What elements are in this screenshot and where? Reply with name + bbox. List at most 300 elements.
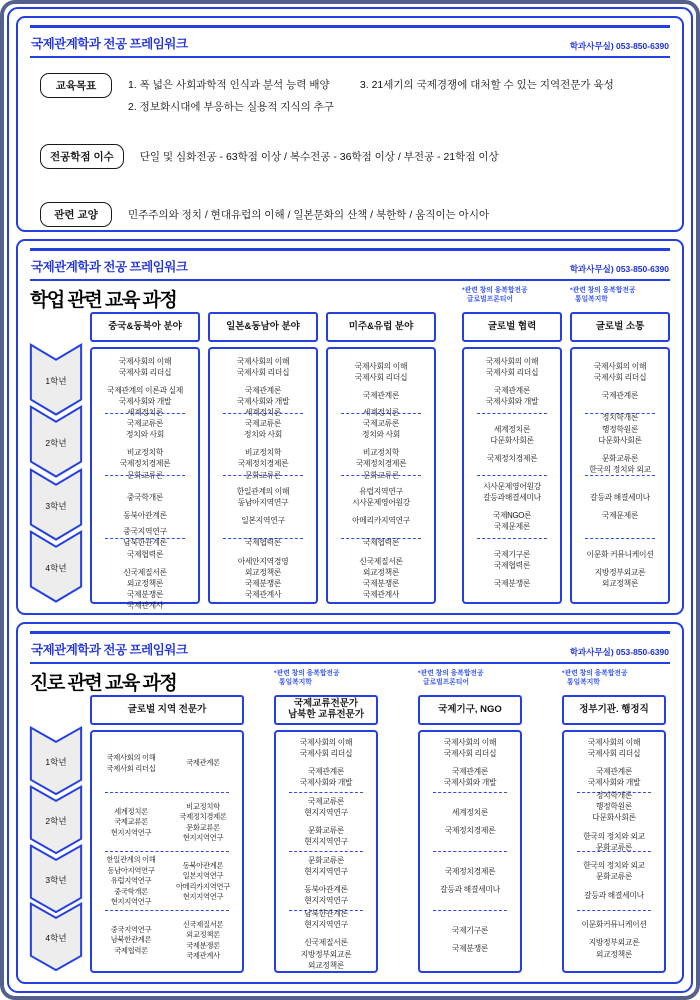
- department-phone: 학과사무실) 053-850-6390: [569, 41, 669, 51]
- course-item: 국제사회와 개발: [118, 396, 172, 406]
- year-group: [575, 480, 665, 534]
- course-item: 동북아관계론: [182, 860, 224, 870]
- course-item: 국제정치경제론: [486, 453, 538, 463]
- course-item: 갈등과 해결세미나: [590, 492, 650, 502]
- course-item: 한일관계의 이해: [236, 487, 290, 497]
- course-item: 중국지역연구: [123, 527, 167, 537]
- course-group: [331, 538, 431, 548]
- course-group: [575, 413, 665, 445]
- column-body: [562, 730, 666, 973]
- column-header: [208, 312, 318, 342]
- course-item: 남북한관계론: [123, 538, 167, 548]
- panel-framework-overview: [16, 16, 684, 232]
- course-item: 국제관계론: [601, 391, 639, 401]
- year-group: [95, 407, 195, 480]
- course-item: 현지지역연구: [110, 827, 152, 837]
- course-group: [95, 357, 195, 378]
- column-header-label: 글로벌 소통: [595, 320, 645, 332]
- course-group: [213, 538, 313, 548]
- course-item: 국제관계의 이론과 실제: [106, 385, 184, 395]
- course-item: 현지지역연구: [304, 807, 348, 817]
- year-group: [279, 909, 373, 970]
- year-group: [95, 527, 195, 611]
- year-separator: [433, 910, 507, 911]
- column-header-label: 글로벌 지역 전문가: [127, 703, 207, 715]
- course-group: [575, 493, 665, 503]
- course-item: 비교정치학: [126, 448, 164, 458]
- column-header-label: 국제기구, NGO: [438, 703, 502, 715]
- course-item: 국제교류론: [244, 419, 282, 428]
- year-separator: [433, 792, 507, 793]
- course-item: 국제문제론: [493, 521, 531, 531]
- column-header-label: 중국&동북아 분야: [108, 320, 182, 332]
- course-item: 국제정치경제론: [355, 459, 407, 469]
- course-item: 국제정치경제론: [119, 459, 171, 469]
- course-item: 국제사회와 개발: [443, 778, 497, 788]
- course-item: 국제협력론: [244, 538, 282, 548]
- course-item: 세계정치론: [114, 806, 148, 816]
- course-item: 정치와 사회: [361, 430, 401, 440]
- course-item: 국제정치경제론: [444, 866, 496, 876]
- course-item: 아메리카지역연구: [352, 516, 410, 526]
- year-label: 3학년: [45, 500, 67, 511]
- course-item: 한일관계의 이해: [106, 855, 156, 865]
- course-item: 국제관계론: [307, 767, 345, 776]
- major-credits-row: [30, 144, 670, 169]
- goal-item-3: 3. 21세기의 국제경쟁에 대처할 수 있는 지역전문가 육성: [359, 79, 614, 91]
- course-item: 국제분쟁론: [493, 578, 531, 588]
- year-separator: [585, 475, 655, 476]
- course-group: [575, 511, 665, 521]
- course-group: [213, 408, 313, 440]
- course-group: [467, 425, 557, 446]
- course-group: [575, 568, 665, 589]
- course-group: [567, 738, 661, 759]
- course-item: 국제교류론: [307, 796, 345, 806]
- course-item: 정치학개론: [601, 413, 639, 423]
- year-label: 2학년: [45, 815, 67, 826]
- course-item: 문화교류론: [186, 822, 220, 832]
- course-group: [331, 362, 431, 383]
- course-group: [95, 855, 167, 906]
- academic-course-grid: [30, 285, 670, 611]
- course-item: 현지지역연구: [304, 837, 348, 847]
- year-group: [467, 418, 557, 472]
- column-header: [274, 695, 378, 725]
- course-item: 신국제질서론: [123, 567, 167, 577]
- course-item: 국제사회 리더십: [236, 367, 290, 377]
- course-item: 국제사회의 이해: [299, 737, 353, 747]
- course-item: 국제사회와 개발: [485, 396, 539, 406]
- year-label: 3학년: [45, 874, 67, 885]
- course-item: 국제협력론: [114, 945, 148, 955]
- course-item: 국제사회의 이해: [587, 737, 641, 747]
- course-item: 국제정치경제론: [237, 459, 289, 469]
- course-item: 국제사회와 개발: [587, 778, 641, 788]
- panel-header: [30, 248, 670, 281]
- course-group: [423, 867, 517, 877]
- year-group: [423, 856, 517, 906]
- year-group: [575, 543, 665, 597]
- column-body: [90, 347, 200, 611]
- course-item: 현지지역연구: [304, 866, 348, 876]
- course-group: [95, 925, 167, 955]
- course-item: 문화교류론: [307, 826, 345, 835]
- year-label: 4학년: [45, 562, 67, 573]
- year-separator: [289, 851, 363, 852]
- year-separator: [477, 413, 547, 414]
- course-group: [423, 767, 517, 788]
- course-item: 한국의 정치와 외교: [583, 861, 645, 871]
- course-item: 국제사회 리더십: [443, 748, 497, 758]
- course-group: [167, 861, 239, 902]
- year-group: [95, 355, 195, 409]
- year-group: [567, 738, 661, 788]
- course-item: 국제사회 리더십: [354, 373, 408, 383]
- course-item: 신국제질서론: [304, 938, 348, 948]
- column-header: [90, 695, 244, 725]
- course-item: 세계정치론: [362, 407, 400, 417]
- course-group: [575, 391, 665, 401]
- year-group: [213, 407, 313, 480]
- year-group: [423, 738, 517, 788]
- course-item: 일본지역연구: [182, 871, 224, 881]
- course-group: [467, 511, 557, 532]
- year-arrow: [30, 406, 82, 477]
- course-item: 중국지역연구: [110, 924, 152, 934]
- course-item: 국제관계론: [493, 385, 531, 395]
- course-group: [279, 856, 373, 877]
- course-group: [575, 362, 665, 383]
- course-item: 국제사회의 이해: [443, 737, 497, 747]
- course-item: 동북아관계론: [304, 885, 348, 894]
- year-separator: [105, 851, 229, 852]
- column-note-line: 통일복지학: [279, 678, 312, 686]
- year-group: [575, 355, 665, 409]
- year-arrow: [30, 786, 82, 854]
- course-group: [95, 408, 195, 440]
- course-item: 현지지역연구: [182, 832, 224, 842]
- column-note-line: *관련 창의 융복합전공: [418, 670, 484, 677]
- column-body: [326, 347, 436, 604]
- course-item: 국제협력론: [126, 549, 164, 559]
- course-group: [467, 482, 557, 503]
- year-group: [279, 856, 373, 906]
- column-note: [570, 285, 670, 312]
- column-body: [462, 347, 562, 604]
- course-group: [331, 487, 431, 508]
- course-item: 중국학개론: [114, 886, 148, 896]
- year-group: [95, 797, 239, 847]
- column-header-label: 미주&유럽 분야: [348, 320, 414, 332]
- year-group: [331, 355, 431, 409]
- course-group: [279, 938, 373, 970]
- column-note-line: *관련 창의 융복합전공: [570, 287, 636, 294]
- year-group: [567, 791, 661, 852]
- course-item: 이문화 커뮤니케이션: [586, 549, 654, 559]
- column-body: [208, 347, 318, 604]
- year-group: [279, 738, 373, 788]
- course-item: 국제협력론: [493, 560, 531, 570]
- course-item: 국제관계사: [362, 589, 400, 599]
- course-item: 현지지역연구: [304, 920, 348, 930]
- course-item: 행정학원론: [601, 424, 639, 434]
- course-group: [167, 758, 239, 767]
- year-group: [467, 480, 557, 534]
- course-group: [567, 891, 661, 901]
- course-group: [279, 909, 373, 930]
- course-item: 국제NGO론: [492, 510, 532, 520]
- course-item: 국제관계사: [186, 950, 220, 960]
- course-group: [213, 516, 313, 526]
- page-title: 국제관계학과 전공 프레임워크: [31, 37, 188, 51]
- course-item: 지방정부외교론: [300, 949, 352, 959]
- course-item: 현지지역연구: [304, 896, 348, 906]
- course-group: [567, 767, 661, 788]
- course-item: 신국제질서론: [182, 919, 224, 929]
- course-item: 국제교류론: [126, 419, 164, 428]
- course-item: 시사문제영어원강: [352, 498, 410, 508]
- course-item: 유럽지역연구: [110, 876, 152, 886]
- course-group: [95, 386, 195, 407]
- course-item: 외교정책론: [244, 567, 282, 577]
- course-item: 시사문제영어원강: [483, 481, 541, 491]
- column-header: [326, 312, 436, 342]
- year-group: [95, 915, 239, 965]
- column-header: [570, 312, 670, 342]
- course-item: 다문화사회론: [592, 813, 636, 823]
- course-item: 정치와 사회: [125, 430, 165, 440]
- course-item: 국제사회와 개발: [236, 396, 290, 406]
- panel-academic-curriculum: [16, 239, 684, 615]
- course-item: 외교정책론: [362, 567, 400, 577]
- panel-header: [30, 25, 670, 58]
- course-group: [467, 357, 557, 378]
- column-header-label: 일본&동남아 분야: [226, 320, 300, 332]
- column-note: [274, 668, 378, 695]
- course-group: [279, 767, 373, 788]
- year-group: [575, 413, 665, 474]
- column-note: [418, 668, 522, 695]
- course-group: [423, 738, 517, 759]
- course-group: [423, 885, 517, 895]
- column-body: [90, 730, 244, 973]
- course-item: 국제사회 리더십: [118, 367, 172, 377]
- year-separator: [105, 475, 185, 476]
- course-item: 비교정치학: [362, 448, 400, 458]
- year-separator: [577, 910, 651, 911]
- year-arrows-column: [30, 725, 82, 973]
- course-item: 세계정치론: [126, 407, 164, 417]
- course-group: [567, 832, 661, 853]
- year-label: 2학년: [45, 438, 67, 449]
- course-item: 이문화커뮤니케이션: [581, 920, 647, 930]
- course-item: 동남아지역연구: [107, 865, 155, 875]
- course-group: [467, 386, 557, 407]
- year-arrow: [30, 469, 82, 540]
- course-item: 국제기구론: [493, 549, 531, 559]
- course-item: 국제사회의 이해: [485, 356, 539, 366]
- course-item: 한국의 정치와 외교: [583, 831, 645, 841]
- year-arrow: [30, 344, 82, 415]
- course-group: [423, 808, 517, 818]
- course-item: 문화교류론: [244, 470, 282, 480]
- course-group: [95, 807, 167, 837]
- course-item: 세계정치론: [451, 807, 489, 817]
- course-group: [167, 802, 239, 843]
- course-group: [467, 454, 557, 464]
- course-item: 다문화사회론: [598, 435, 642, 445]
- column-note-line: 통일복지학: [567, 678, 600, 686]
- course-item: 국제분쟁론: [451, 944, 489, 953]
- year-group: [567, 856, 661, 906]
- course-item: 갈등과 해결세미나: [440, 885, 500, 894]
- course-item: 국제교류론: [362, 419, 400, 428]
- course-item: 국제사회의 이해: [236, 356, 290, 366]
- course-group: [567, 791, 661, 823]
- course-group: [423, 926, 517, 936]
- year-separator: [289, 792, 363, 793]
- course-item: 다문화사회론: [490, 435, 534, 445]
- course-group: [567, 920, 661, 930]
- year-arrow: [30, 727, 82, 795]
- course-item: 갈등과해결세미나: [483, 492, 541, 502]
- department-phone: 학과사무실) 053-850-6390: [569, 647, 669, 657]
- course-item: 행정학원론: [595, 802, 633, 812]
- course-item: 국제정치경제론: [444, 826, 496, 835]
- course-item: 외교정책론: [126, 578, 164, 588]
- course-item: 문화교류론: [126, 470, 164, 480]
- course-item: 국제관계론: [595, 767, 633, 776]
- course-group: [575, 550, 665, 560]
- year-separator: [341, 475, 421, 476]
- year-group: [95, 856, 239, 906]
- panel-career-curriculum: [16, 622, 684, 984]
- course-item: 국제사회의 이해: [593, 362, 647, 372]
- year-group: [95, 738, 239, 788]
- column-header: [90, 312, 200, 342]
- course-item: 국제관계론: [186, 758, 220, 768]
- course-item: 문화교류론: [601, 453, 639, 463]
- major-credits-text: 단일 및 심화전공 - 63학점 이상 / 복수전공 - 36학점 이상 / 부전공 - 21학점 이상: [139, 151, 499, 163]
- column-header: [418, 695, 522, 725]
- year-group: [567, 915, 661, 965]
- course-item: 외교정책론: [307, 960, 345, 970]
- year-group: [279, 797, 373, 847]
- goal-item-1: 1. 폭 넓은 사회과학적 인식과 분석 능력 배양: [128, 79, 330, 91]
- course-item: 비교정치학: [186, 801, 220, 811]
- course-item: 정치학개론: [595, 791, 633, 801]
- course-item: 한국의 정치와 외교: [589, 464, 651, 474]
- related-liberal-arts-text: 민주주의와 정치 / 현대유럽의 이해 / 일본문화의 산책 / 북한학 / 움직이는 아시아: [128, 209, 490, 221]
- course-item: 국제기구론: [451, 925, 489, 935]
- course-group: [95, 568, 195, 612]
- course-item: 문화교류론: [595, 842, 633, 852]
- course-group: [279, 797, 373, 818]
- column-header-label: 국제교류전문가: [293, 698, 359, 710]
- course-item: 국제사회 리더십: [485, 367, 539, 377]
- course-item: 국제문제론: [601, 510, 639, 520]
- course-item: 문화교류론: [362, 470, 400, 480]
- course-item: 동북아관계론: [123, 510, 167, 520]
- year-arrows-column: [30, 342, 82, 604]
- section-title: 진로 관련 교육 과정: [30, 673, 177, 694]
- column-body: [570, 347, 670, 604]
- course-item: 국제정치경제론: [179, 812, 227, 822]
- course-item: 중국학개론: [126, 492, 164, 502]
- course-item: 국제분쟁론: [244, 578, 282, 588]
- goal-item-2: 2. 정보화시대에 부응하는 실용적 지식의 추구: [128, 101, 334, 113]
- year-label: 1학년: [45, 757, 67, 768]
- course-item: 남북한관계론: [110, 935, 152, 945]
- course-item: 국제교류론: [114, 817, 148, 827]
- course-group: [95, 527, 195, 559]
- course-item: 세계정치론: [244, 407, 282, 417]
- course-item: 국제관계론: [244, 385, 282, 395]
- education-goals-row: [30, 73, 670, 114]
- course-group: [423, 944, 517, 954]
- course-item: 일본지역연구: [241, 516, 285, 526]
- page-title: 국제관계학과 전공 프레임워크: [31, 260, 188, 274]
- year-group: [423, 915, 517, 965]
- column-note-line: 글로벌프론티어: [467, 295, 513, 303]
- year-label: 1학년: [45, 376, 67, 387]
- course-item: 세계정치론: [493, 424, 531, 434]
- course-item: 국제사회의 이해: [106, 753, 156, 763]
- course-item: 현지지역연구: [182, 891, 224, 901]
- course-item: 국제사회 리더십: [299, 748, 353, 758]
- course-group: [213, 357, 313, 378]
- year-separator: [105, 792, 229, 793]
- year-group: [331, 538, 431, 599]
- column-body: [418, 730, 522, 973]
- column-header-label: 정부기관. 행정직: [579, 703, 649, 715]
- course-group: [467, 550, 557, 571]
- year-arrow: [30, 903, 82, 971]
- career-course-grid: [30, 668, 670, 973]
- column-note: [462, 285, 562, 312]
- course-group: [331, 557, 431, 601]
- course-item: 국제사회의 이해: [118, 356, 172, 366]
- badge-education-goals: 교육목표: [40, 73, 112, 98]
- course-item: 아세안지역경영: [237, 556, 289, 566]
- page-title: 국제관계학과 전공 프레임워크: [31, 643, 188, 657]
- course-group: [331, 516, 431, 526]
- column-header-label: 남북한 교류전문가: [287, 709, 365, 720]
- year-separator: [585, 538, 655, 539]
- course-item: 국제관계론: [451, 767, 489, 776]
- course-item: 국제분쟁론: [126, 589, 164, 599]
- column-note-line: 글로벌프론티어: [423, 678, 469, 686]
- document-inner-frame: [7, 7, 693, 993]
- course-item: 외교정책론: [601, 578, 639, 588]
- year-separator: [223, 475, 303, 476]
- year-group: [95, 480, 195, 534]
- education-goals-text: [128, 73, 614, 114]
- course-group: [213, 487, 313, 508]
- course-item: 국제관계사: [244, 589, 282, 599]
- year-separator: [477, 475, 547, 476]
- course-item: 신국제질서론: [359, 556, 403, 566]
- year-group: [467, 355, 557, 409]
- course-group: [279, 738, 373, 759]
- course-item: 국제사회 리더십: [106, 763, 156, 773]
- related-liberal-arts-row: [30, 202, 670, 227]
- year-group: [213, 480, 313, 534]
- year-label: 4학년: [45, 933, 67, 944]
- panel-header: [30, 631, 670, 664]
- year-group: [423, 797, 517, 847]
